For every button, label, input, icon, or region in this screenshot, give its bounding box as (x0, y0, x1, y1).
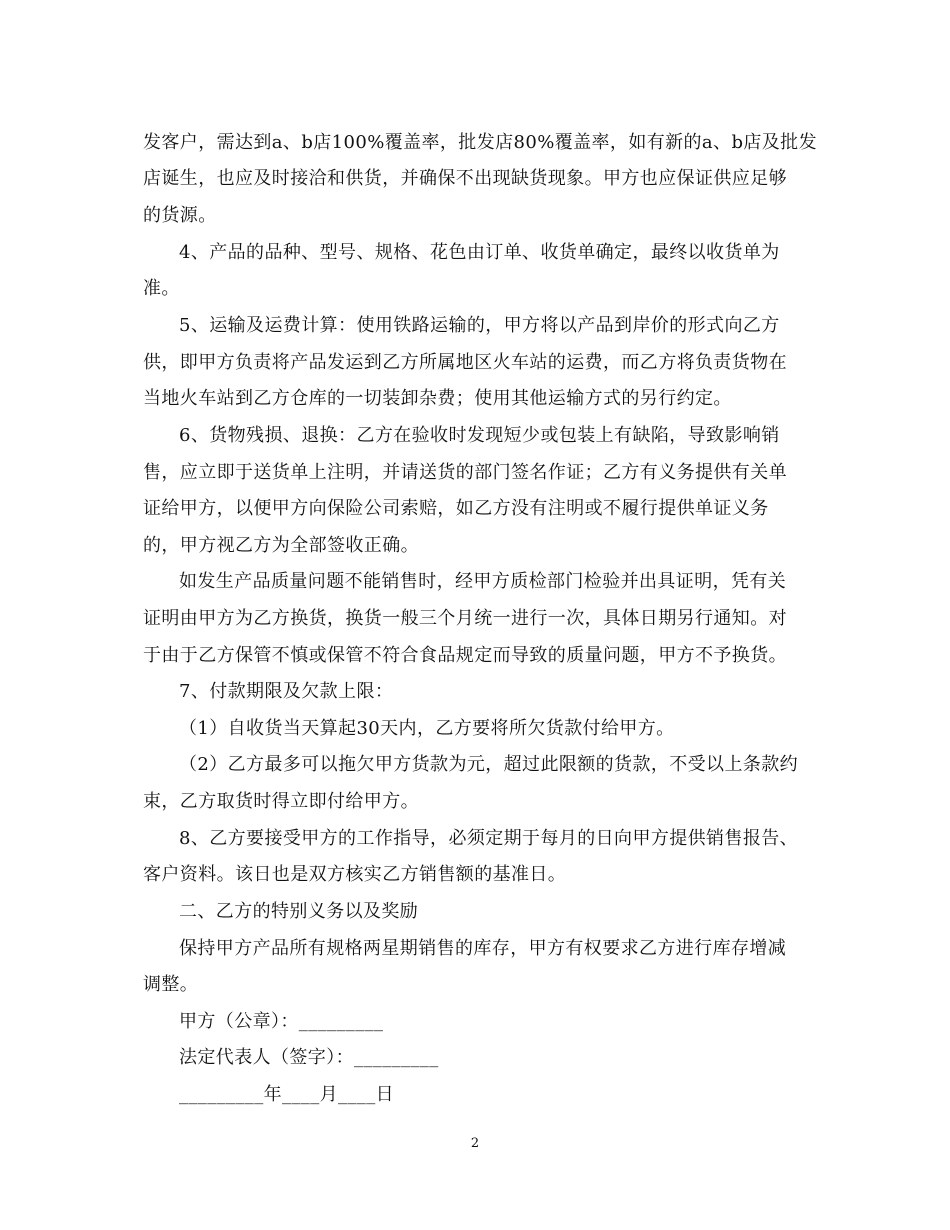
paragraph-line: 供，即甲方负责将产品发运到乙方所属地区火车站的运费，而乙方将负责货物在 (143, 352, 787, 373)
paragraph-line: 8、乙方要接受甲方的工作指导，必须定期于每月的日向甲方提供销售报告、 (179, 828, 799, 849)
paragraph-line: （2）乙方最多可以拖欠甲方货款为元，超过此限额的货款，不受以上条款约 (179, 754, 799, 775)
paragraph-line: 准。 (143, 278, 180, 299)
paragraph-line: （1）自收货当天算起30天内，乙方要将所欠货款付给甲方。 (179, 718, 675, 739)
section-heading: 二、乙方的特别义务以及奖励 (179, 901, 419, 922)
paragraph-line: 调整。 (143, 974, 199, 995)
paragraph-line: 客户资料。该日也是双方核实乙方销售额的基准日。 (143, 864, 567, 885)
paragraph-line: 的，甲方视乙方为全部签收正确。 (143, 535, 419, 556)
paragraph-line: 证给甲方，以便甲方向保险公司索赔，如乙方没有注明或不履行提供单证义务 (143, 498, 769, 519)
paragraph-line: 店诞生，也应及时接洽和供货，并确保不出现缺货现象。甲方也应保证供应足够 (143, 168, 787, 189)
paragraph-line: 证明由甲方为乙方换货，换货一般三个月统一进行一次，具体日期另行通知。对 (143, 608, 787, 629)
paragraph-line: 束，乙方取货时得立即付给甲方。 (143, 791, 419, 812)
paragraph-line: 如发生产品质量问题不能销售时，经甲方质检部门检验并出具证明，凭有关 (179, 571, 787, 592)
paragraph-line: 当地火车站到乙方仓库的一切装卸杂费；使用其他运输方式的另行约定。 (143, 388, 732, 409)
paragraph-line: 于由于乙方保管不慎或保管不符合食品规定而导致的质量问题，甲方不予换货。 (143, 645, 787, 666)
paragraph-line: 6、货物残损、退换：乙方在验收时发现短少或包装上有缺陷，导致影响销 (179, 425, 780, 446)
paragraph-line: 发客户，需达到a、b店100%覆盖率，批发店80%覆盖率，如有新的a、b店及批发 (143, 132, 817, 153)
paragraph-line: 4、产品的品种、型号、规格、花色由订单、收货单确定，最终以收货单为 (179, 242, 780, 263)
paragraph-line: 5、运输及运费计算：使用铁路运输的，甲方将以产品到岸价的形式向乙方 (179, 315, 780, 336)
paragraph-line: 售，应立即于送货单上注明，并请送货的部门签名作证；乙方有义务提供有关单 (143, 462, 787, 483)
page-number: 2 (470, 1136, 480, 1151)
paragraph-line: 的货源。 (143, 205, 217, 226)
signature-party-a: 甲方（公章）：_________ (179, 1011, 384, 1032)
paragraph-line: 7、付款期限及欠款上限： (179, 681, 394, 702)
paragraph-line: 保持甲方产品所有规格两星期销售的库存，甲方有权要求乙方进行库存增减 (179, 938, 787, 959)
signature-legal-representative: 法定代表人（签字）：_________ (179, 1047, 439, 1068)
signature-date: _________年____月____日 (179, 1084, 394, 1105)
